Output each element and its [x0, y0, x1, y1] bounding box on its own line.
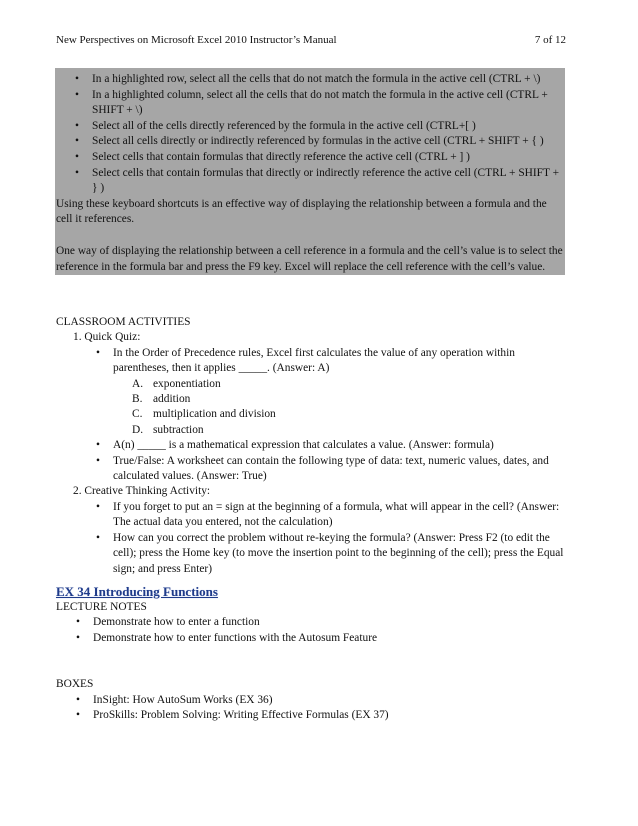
list-item: • In a highlighted column, select all the cells that do not match the formula in the active cell (CTRL + SHIFT + \): [75, 88, 548, 117]
list-item: • If you forget to put an = sign at the beginning of a formula, what will appear in the cell? (Answer: The actual data you entered, not the calculation): [96, 500, 560, 529]
option-item: A. exponentiation: [132, 377, 221, 390]
list-item: • Select cells that contain formulas that directly or indirectly reference the active cell (CTRL + SHIFT + } ): [75, 166, 560, 195]
bullet-icon: •: [96, 346, 100, 359]
classroom-heading: CLASSROOM ACTIVITIES: [56, 316, 191, 328]
page-number: 7 of 12: [534, 34, 566, 46]
list-item: • True/False: A worksheet can contain the following type of data: text, numeric values, dates, and calculated values. (Answer: True): [96, 454, 549, 483]
shortcut-list: [55, 68, 565, 197]
list-item: • ProSkills: Problem Solving: Writing Effective Formulas (EX 37): [56, 708, 566, 723]
bullet-icon: •: [75, 88, 79, 101]
bullet-icon: •: [75, 119, 79, 132]
list-item: • In a highlighted row, select all the cells that do not match the formula in the active cell (CTRL + \): [55, 72, 565, 88]
bullet-icon: •: [96, 454, 100, 467]
bullet-icon: •: [96, 531, 100, 544]
page-header: [56, 33, 566, 47]
list-item: • InSight: How AutoSum Works (EX 36): [56, 693, 566, 708]
creative-title: 2. Creative Thinking Activity:: [73, 485, 211, 498]
list-item: • A(n) _____ is a mathematical expression that calculates a value. (Answer: formula): [56, 438, 566, 453]
list-item: • How can you correct the problem without re-keying the formula? (Answer: Press F2 (to edit the cell); press the Home key (to move the insertion point to the beginning of the cell); press the Equal sign; and press Enter): [96, 531, 564, 575]
boxes-heading: BOXES: [56, 678, 94, 691]
bullet-icon: •: [96, 439, 100, 452]
bullet-icon: •: [76, 616, 80, 629]
list-item: • In the Order of Precedence rules, Excel first calculates the value of any operation within parentheses, then it applies _____. (Answer: A): [96, 346, 515, 375]
bullet-icon: •: [75, 150, 79, 163]
header-title: New Perspectives on Microsoft Excel 2010 Instructor’s Manual: [56, 34, 337, 46]
list-item: • Demonstrate how to enter functions with the Autosum Feature: [56, 631, 566, 646]
paragraph-shortcuts: Using these keyboard shortcuts is an effective way of displaying the relationship between a formula and the cell it references.: [56, 197, 547, 226]
option-item: B. addition: [132, 393, 191, 406]
option-item: D. subtraction: [132, 423, 204, 436]
paragraph-f9: One way of displaying the relationship between a cell reference in a formula and the cell’s value is to select the reference in the formula bar and press the F9 key. Excel will replace the cell reference with the cell’s value.: [56, 244, 563, 273]
bullet-icon: •: [75, 73, 79, 85]
bullet-icon: •: [76, 708, 80, 721]
main-content: [56, 315, 566, 723]
bullet-icon: •: [76, 631, 80, 644]
section-heading: EX 34 Introducing Functions: [56, 583, 218, 599]
option-item: C. multiplication and division: [132, 408, 276, 421]
list-item: • Select all cells directly or indirectly referenced by formulas in the active cell (CTRL + SHIFT + { ): [55, 134, 565, 150]
lecture-notes-heading: LECTURE NOTES: [56, 600, 147, 613]
list-item: • Select cells that contain formulas that directly reference the active cell (CTRL + ] ): [55, 150, 565, 166]
bullet-icon: •: [75, 166, 79, 179]
list-item: • Demonstrate how to enter a function: [56, 615, 566, 630]
list-item: • Select all of the cells directly referenced by the formula in the active cell (CTRL+[ ): [55, 119, 565, 135]
bullet-icon: •: [96, 500, 100, 513]
highlighted-block: [55, 68, 565, 275]
bullet-icon: •: [75, 135, 79, 148]
bullet-icon: •: [76, 693, 80, 706]
quiz-title: 1. Quick Quiz:: [73, 331, 141, 344]
